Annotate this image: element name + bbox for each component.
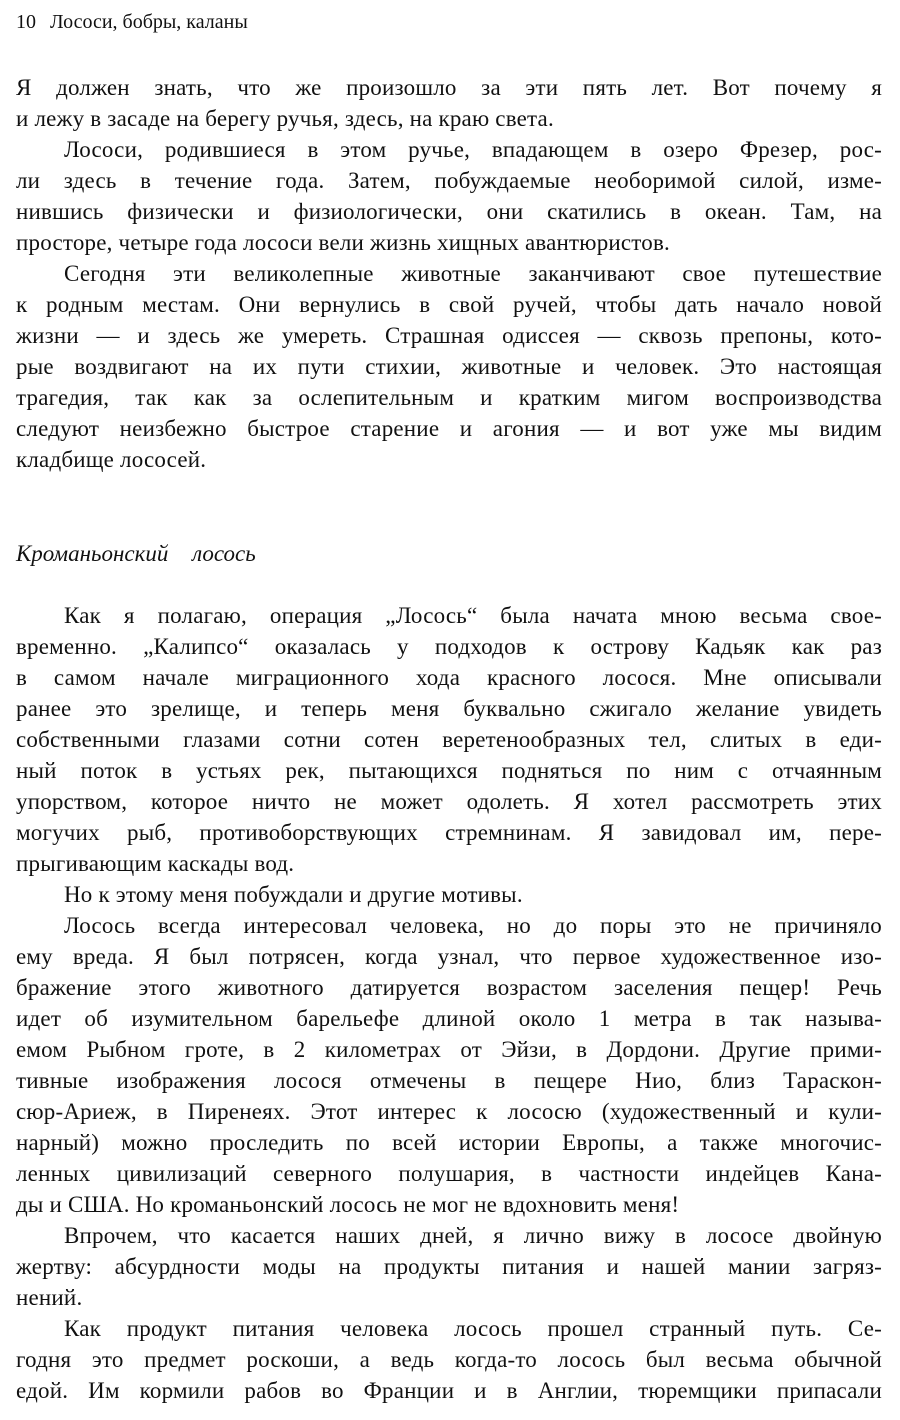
section1-text bbox=[16, 72, 882, 475]
text-line: ленных цивилизаций северного полушария, в частности индейцев Кана- bbox=[16, 1161, 882, 1186]
text-line: в самом начале миграционного хода красного лосося. Мне описывали bbox=[16, 665, 882, 690]
text-line: годня это предмет роскоши, а ведь когда-то лосось был весьма обычной bbox=[16, 1347, 882, 1372]
text-line: жертву: абсурдности моды на продукты питания и нашей мании загряз- bbox=[16, 1254, 882, 1279]
text-line: ли здесь в течение года. Затем, побуждаемые необоримой силой, изме- bbox=[16, 168, 882, 193]
text-line: трагедия, так как за ослепительным и кратким мигом воспроизводства bbox=[16, 385, 882, 410]
text-line: сюр-Ариеж, в Пиренеях. Этот интерес к лососю (художественный и кули- bbox=[16, 1099, 882, 1124]
text-line: идет об изумительном барельефе длиной около 1 метра в так называ- bbox=[16, 1006, 882, 1031]
text-line: упорством, которое ничто не может одолеть. Я хотел рассмотреть этих bbox=[16, 789, 882, 814]
text-line: Лососи, родившиеся в этом ручье, впадающем в озеро Фрезер, рос- bbox=[64, 137, 882, 162]
text-line: Впрочем, что касается наших дней, я лично вижу в лососе двойную bbox=[64, 1223, 882, 1248]
text-line: кладбище лососей. bbox=[16, 447, 207, 472]
text-line: жизни — и здесь же умереть. Страшная одиссея — сквозь препоны, кото- bbox=[16, 323, 882, 348]
text-line: Но к этому меня побуждали и другие мотивы. bbox=[64, 882, 523, 907]
text-line: и лежу в засаде на берегу ручья, здесь, на краю света. bbox=[16, 106, 554, 131]
text-line: бражение этого животного датируется возрастом заселения пещер! Речь bbox=[16, 975, 882, 1000]
running-title: Лососи, бобры, каланы bbox=[50, 11, 248, 33]
text-line: могучих рыб, противоборствующих стремнинам. Я завидовал им, пере- bbox=[16, 820, 882, 845]
text-line: ему вреда. Я был потрясен, когда узнал, что первое художественное изо- bbox=[16, 944, 882, 969]
page-number: 10 bbox=[16, 11, 36, 33]
text-line: к родным местам. Они вернулись в свой ручей, чтобы дать начало новой bbox=[16, 292, 882, 317]
text-line: ды и США. Но кроманьонский лосось не мог не вдохновить меня! bbox=[16, 1192, 680, 1217]
text-line: нарный) можно проследить по всей истории Европы, а также многочис- bbox=[16, 1130, 882, 1155]
text-line: Сегодня эти великолепные животные заканчивают свое путешествие bbox=[64, 261, 882, 286]
text-line: Я должен знать, что же произошло за эти пять лет. Вот почему я bbox=[16, 75, 882, 100]
text-line: ный поток в устьях рек, пытающихся подняться по ним с отчаянным bbox=[16, 758, 882, 783]
section2-text bbox=[16, 600, 882, 1406]
text-line: прыгивающим каскады вод. bbox=[16, 851, 295, 876]
text-line: едой. Им кормили рабов во Франции и в Англии, тюремщики припасали bbox=[16, 1378, 882, 1403]
text-line: временно. „Калипсо“ оказалась у подходов к острову Кадьяк как раз bbox=[16, 634, 882, 659]
text-line: Лосось всегда интересовал человека, но до поры это не причиняло bbox=[64, 913, 882, 938]
page-header bbox=[16, 10, 248, 34]
text-line: емом Рыбном гроте, в 2 километрах от Эйзи, в Дордони. Другие прими- bbox=[16, 1037, 882, 1062]
text-line: нившись физически и физиологически, они скатились в океан. Там, на bbox=[16, 199, 882, 224]
text-line: собственными глазами сотни сотен веретенообразных тел, слитых в еди- bbox=[16, 727, 882, 752]
text-line: тивные изображения лосося отмечены в пещере Нио, близ Тараскон- bbox=[16, 1068, 882, 1093]
text-line: нений. bbox=[16, 1285, 83, 1310]
section-heading: Кроманьонский лосось bbox=[16, 541, 256, 566]
text-line: ранее это зрелище, и теперь меня буквально сжигало желание увидеть bbox=[16, 696, 882, 721]
text-line: рые воздвигают на их пути стихии, животные и человек. Это настоящая bbox=[16, 354, 882, 379]
text-line: просторе, четыре года лососи вели жизнь хищных авантюристов. bbox=[16, 230, 670, 255]
text-line: следуют неизбежно быстрое старение и агония — и вот уже мы видим bbox=[16, 416, 882, 441]
text-line: Как продукт питания человека лосось прошел странный путь. Се- bbox=[64, 1316, 882, 1341]
text-line: Как я полагаю, операция „Лосось“ была начата мною весьма свое- bbox=[64, 603, 882, 628]
